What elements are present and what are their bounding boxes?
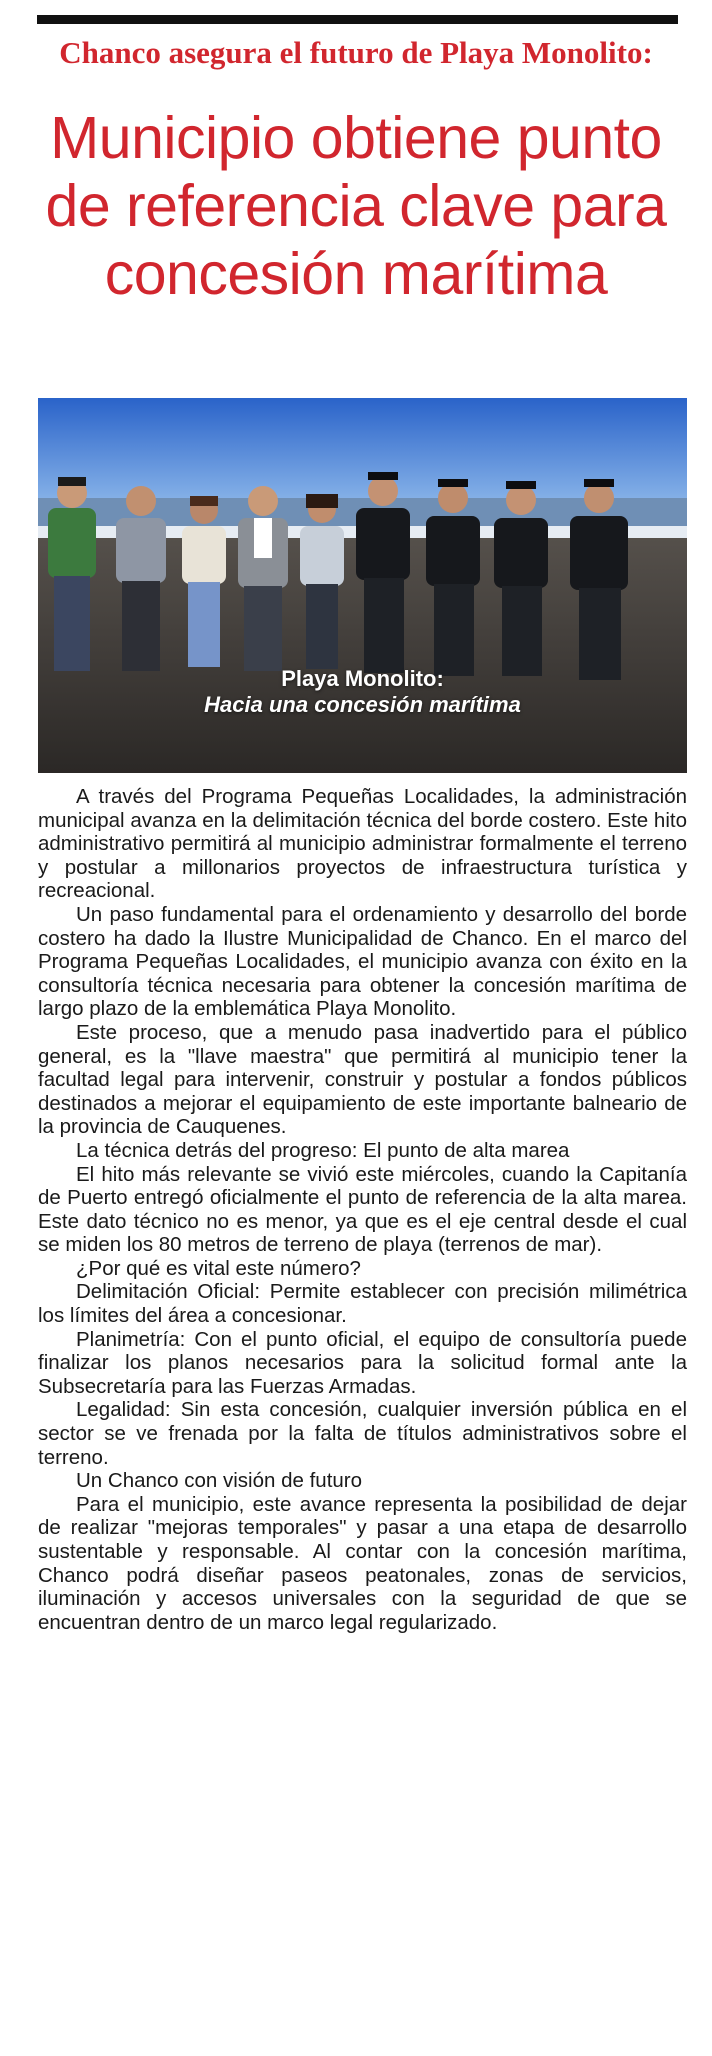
photo-caption [38, 666, 687, 718]
paragraph: Delimitación Oficial: Permite establecer con precisión milimétrica los límites del área a concesionar. [38, 1280, 687, 1328]
paragraph: Un paso fundamental para el ordenamiento y desarrollo del borde costero ha dado la Ilustre Municipalidad de Chanco. En el marco del Programa Pequeñas Localidades, el municipio avanza con éxito en la consultoría técnica necesaria para obtener la concesión marítima de largo plazo de la emblemática Playa Monolito. [38, 902, 687, 1021]
top-rule [37, 15, 678, 24]
article-headline: Municipio obtiene punto de referencia clave para concesión marítima [45, 105, 667, 307]
paragraph: Para el municipio, este avance representa la posibilidad de dejar de realizar "mejoras temporales" y pasar a una etapa de desarrollo sustentable y responsable. Al contar con la concesión marítima, Chanco podrá diseñar paseos peatonales, zonas de servicios, iluminación y accesos universales con la seguridad de que se encuentran dentro de un marco legal regularizado. [38, 1492, 687, 1634]
paragraph: Este proceso, que a menudo pasa inadvertido para el público general, es la "llave maestra" que permitirá al municipio tener la facultad legal para intervenir, construir y postular a fondos públicos destinados a mejorar el equipamiento de este importante balneario de la provincia de Cauquenes. [38, 1020, 687, 1139]
article-kicker: Chanco asegura el futuro de Playa Monolito: [59, 35, 653, 70]
paragraph: A través del Programa Pequeñas Localidades, la administración municipal avanza en la delimitación técnica del borde costero. Este hito administrativo permitirá al municipio administrar formalmente el terreno y postular a millonarios proyectos de infraestructura turística y recreacional. [38, 785, 687, 903]
photo-caption-line-1: Playa Monolito: [281, 666, 444, 691]
article-body [38, 785, 687, 1634]
subheading: ¿Por qué es vital este número? [76, 1256, 361, 1280]
paragraph: Legalidad: Sin esta concesión, cualquier inversión pública en el sector se ve frenada por la falta de títulos administrativos sobre el terreno. [38, 1398, 687, 1469]
paragraph: Planimetría: Con el punto oficial, el equipo de consultoría puede finalizar los planos necesarios para la solicitud formal ante la Subsecretaría para las Fuerzas Armadas. [38, 1327, 687, 1398]
photo-caption-line-2: Hacia una concesión marítima [204, 692, 521, 717]
subheading: Un Chanco con visión de futuro [76, 1469, 363, 1493]
paragraph: El hito más relevante se vivió este miércoles, cuando la Capitanía de Puerto entregó oficialmente el punto de referencia de la alta marea. Este dato técnico no es menor, ya que es el eje central desde el cual se miden los 80 metros de terreno de playa (terrenos de mar). [38, 1162, 687, 1257]
subheading: La técnica detrás del progreso: El punto de alta marea [76, 1138, 570, 1162]
article-photo [38, 398, 687, 773]
